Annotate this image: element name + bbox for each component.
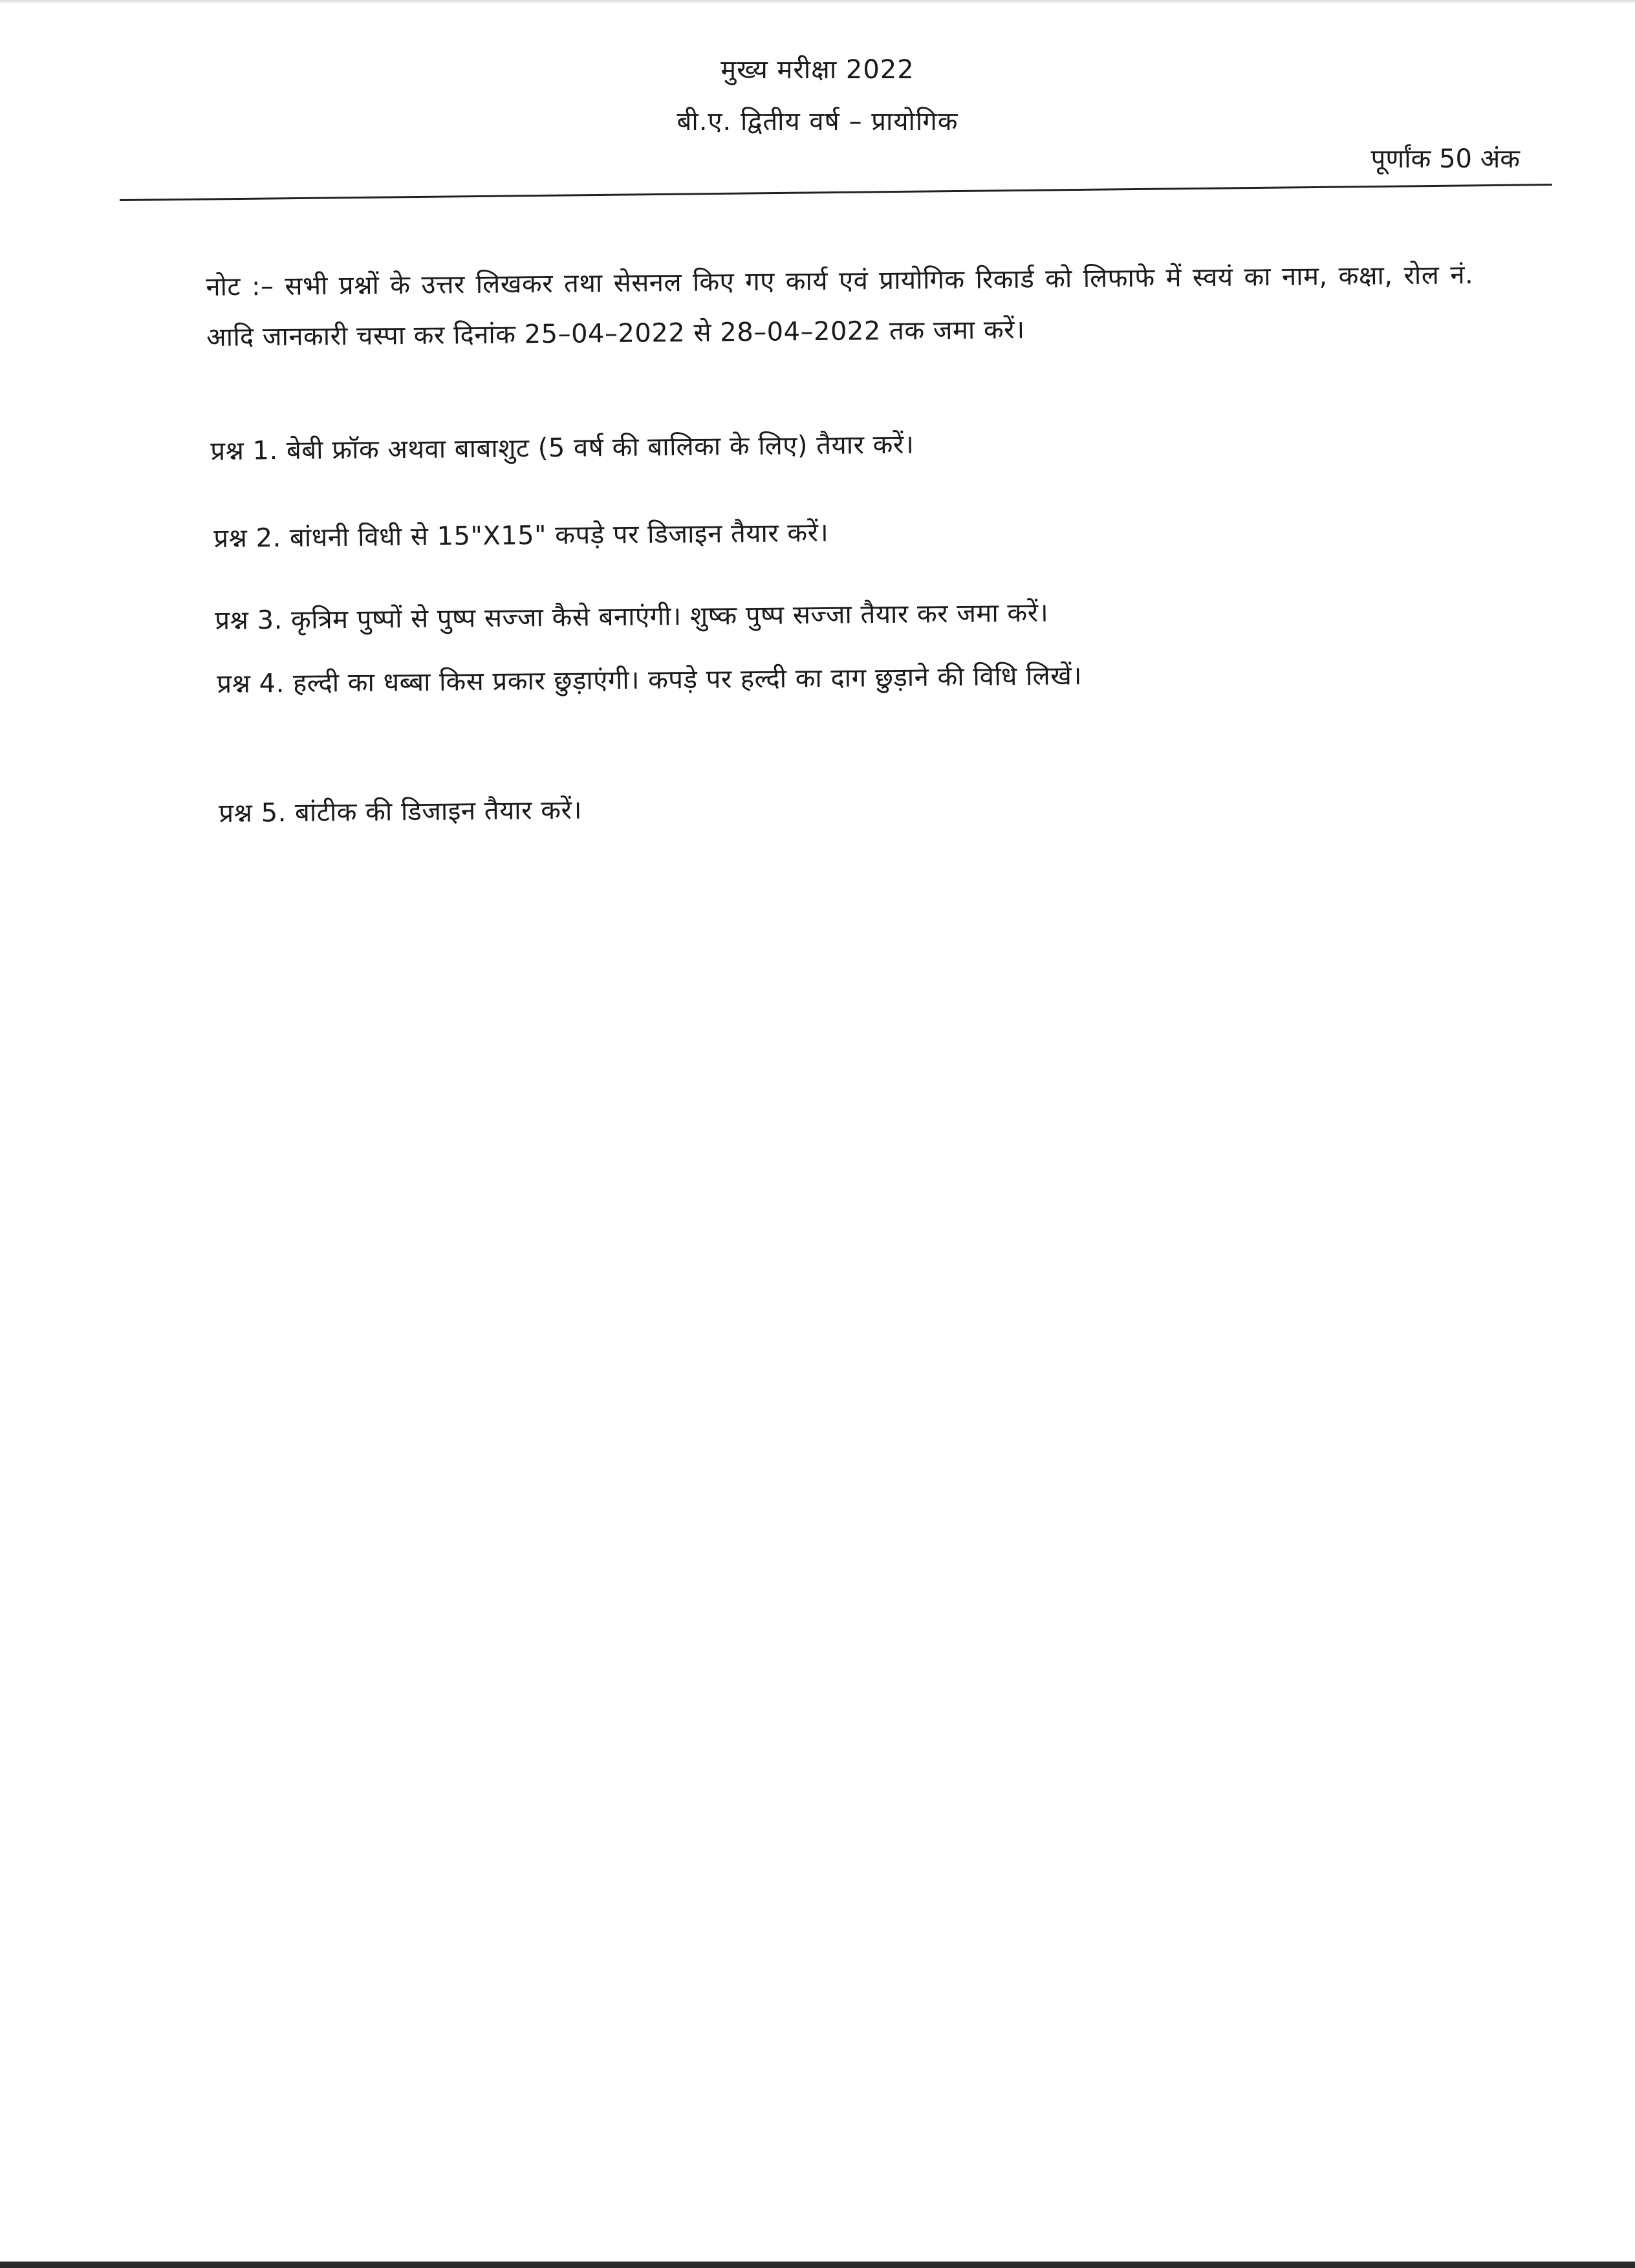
question-5-text: बांटीक की डिजाइन तैयार करें। <box>294 795 583 828</box>
question-1-label: प्रश्न 1. <box>210 435 279 466</box>
header-divider <box>120 184 1552 201</box>
exam-subtitle: बी.ए. द्वितीय वर्ष – प्रायोगिक <box>677 107 958 136</box>
max-marks: पूर्णांक 50 अंक <box>1370 144 1520 174</box>
instruction-note: नोट :– सभी प्रश्नों के उत्तर लिखकर तथा सेसनल किए गए कार्य एवं प्रायोगिक रिकार्ड को लिफाफे में स्वयं का नाम, कक्षा, रोल नं. आदि जानकारी चस्पा कर दिनांक 25–04–2022 से 28–04–2022 तक जमा करें। <box>206 260 1474 352</box>
question-3 <box>215 584 1483 645</box>
question-5-label: प्रश्न 5. <box>219 797 287 828</box>
question-2-label: प्रश्न 2. <box>213 523 282 554</box>
question-3-label: प्रश्न 3. <box>215 605 283 636</box>
scan-edge-bottom <box>0 2262 1635 2268</box>
question-4 <box>217 647 1485 709</box>
question-1-text: बेबी फ्रॉक अथवा बाबाशुट (5 वर्ष की बालिका के लिए) तैयार करें। <box>286 429 915 466</box>
question-1 <box>210 415 1478 476</box>
question-5 <box>219 777 1487 838</box>
exam-title: मुख्य मरीक्षा 2022 <box>720 55 915 85</box>
question-4-text: हल्दी का धब्बा किस प्रकार छुड़ाएंगी। कपड़े पर हल्दी का दाग छुड़ाने की विधि लिखें। <box>292 661 1083 698</box>
question-4-label: प्रश्न 4. <box>217 668 285 699</box>
question-3-text: कृत्रिम पुष्पों से पुष्प सज्जा कैसे बनाएंगी। शुष्क पुष्प सज्जा तैयार कर जमा करें। <box>290 598 1049 635</box>
question-2-text: बांधनी विधी से 15"X15" कपड़े पर डिजाइन तैयार करें। <box>289 517 829 553</box>
question-2 <box>213 502 1482 563</box>
scan-edge-top <box>0 0 1635 4</box>
